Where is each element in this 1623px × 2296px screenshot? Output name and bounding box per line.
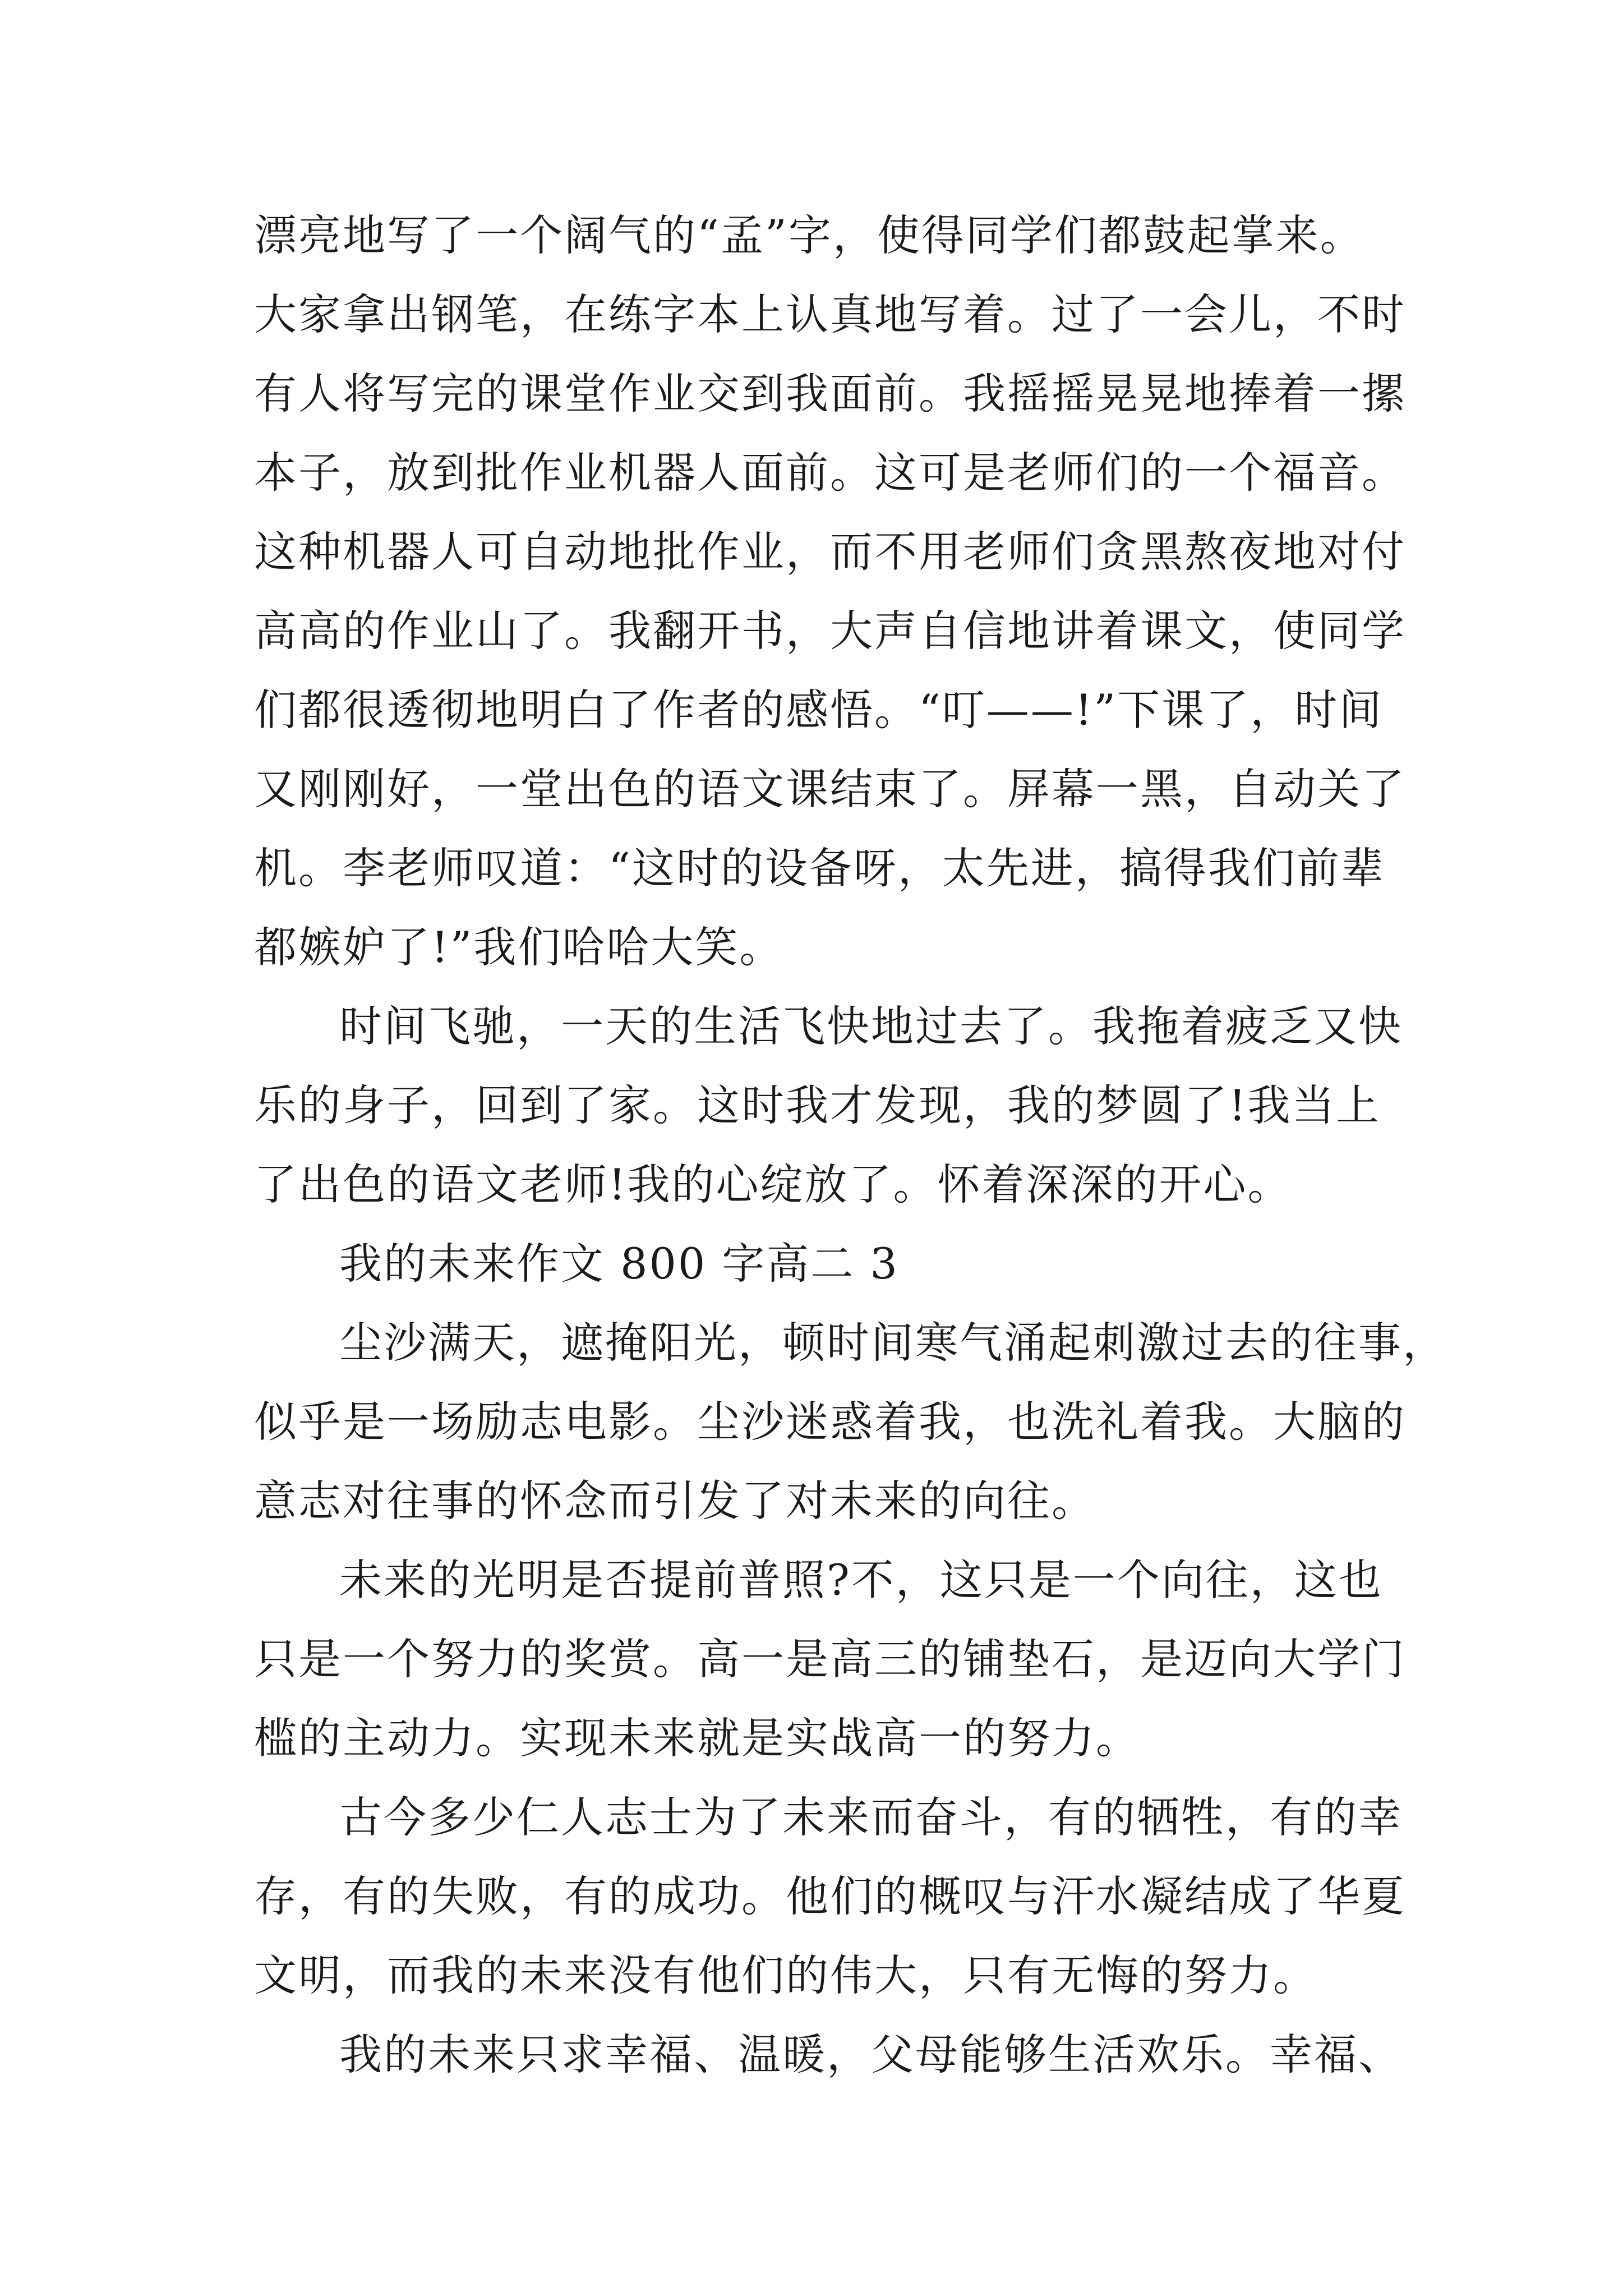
text-line: 又刚刚好，一堂出色的语文课结束了。屏幕一黑，自动关了 <box>254 764 1406 814</box>
text-line: 有人将写完的课堂作业交到我面前。我摇摇晃晃地捧着一摞 <box>254 369 1406 418</box>
paragraph-first-line: 尘沙满天，遮掩阳光，顿时间寒气涌起刺激过去的往事， <box>339 1318 1447 1368</box>
text-line: 高高的作业山了。我翻开书，大声自信地讲着课文，使同学 <box>254 606 1406 656</box>
paragraph-first-line: 未来的光明是否提前普照?不，这只是一个向往，这也 <box>339 1555 1383 1605</box>
text-line: 这种机器人可自动地批作业，而不用老师们贪黑熬夜地对付 <box>254 527 1406 577</box>
text-line: 槛的主动力。实现未来就是实战高一的努力。 <box>254 1713 1140 1763</box>
text-line: 本子，放到批作业机器人面前。这可是老师们的一个福音。 <box>254 448 1406 498</box>
paragraph-first-line: 我的未来只求幸福、温暖，父母能够生活欢乐。幸福、 <box>339 2030 1403 2079</box>
text-line: 意志对往事的怀念而引发了对未来的向往。 <box>254 1476 1096 1526</box>
section-heading: 我的未来作文 800 字高二 3 <box>339 1239 899 1289</box>
text-line: 文明，而我的未来没有他们的伟大，只有无悔的努力。 <box>254 1950 1317 2000</box>
text-line: 们都很透彻地明白了作者的感悟。“叮——!”下课了，时间 <box>254 685 1384 735</box>
text-line: 都嫉妒了!”我们哈哈大笑。 <box>254 922 784 972</box>
paragraph-first-line: 古今多少仁人志士为了未来而奋斗，有的牺牲，有的幸 <box>339 1792 1403 1842</box>
text-line: 存，有的失败，有的成功。他们的概叹与汗水凝结成了华夏 <box>254 1871 1406 1921</box>
text-line: 乐的身子，回到了家。这时我才发现，我的梦圆了!我当上 <box>254 1080 1381 1130</box>
text-line: 只是一个努力的奖赏。高一是高三的铺垫石，是迈向大学门 <box>254 1634 1406 1684</box>
text-line: 机。李老师叹道：“这时的设备呀，太先进，搞得我们前辈 <box>254 843 1385 893</box>
text-line: 大家拿出钢笔，在练字本上认真地写着。过了一会儿，不时 <box>254 289 1406 339</box>
text-line: 了出色的语文老师!我的心绽放了。怀着深深的开心。 <box>254 1159 1292 1209</box>
paragraph-first-line: 时间飞驰，一天的生活飞快地过去了。我拖着疲乏又快 <box>339 1001 1403 1051</box>
text-line: 漂亮地写了一个阔气的“孟”字，使得同学们都鼓起掌来。 <box>254 210 1364 260</box>
text-line: 似乎是一场励志电影。尘沙迷惑着我，也洗礼着我。大脑的 <box>254 1397 1406 1447</box>
